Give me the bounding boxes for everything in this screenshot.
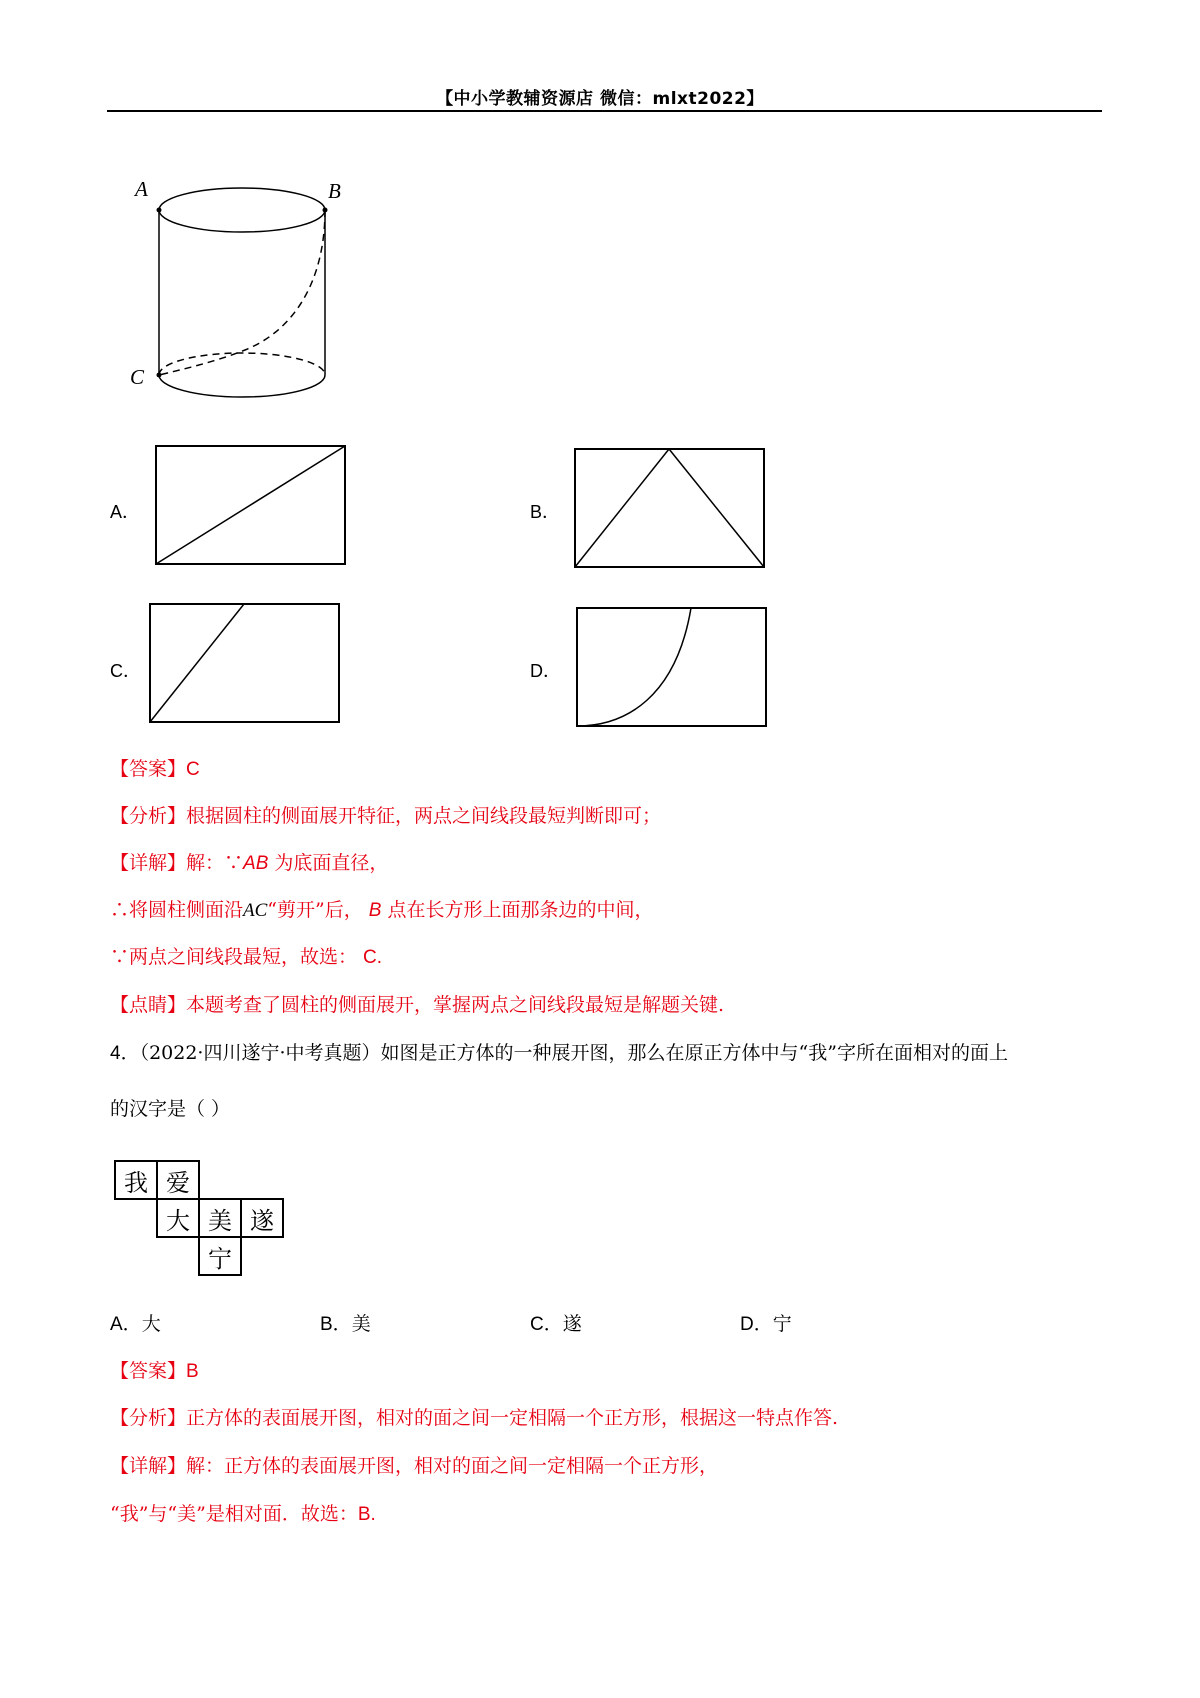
header-rule — [107, 110, 1102, 112]
answer-tag: 【答案】 — [110, 1360, 187, 1382]
detail-tag: 【详解】 — [110, 1455, 187, 1477]
q3-option-c-label[interactable]: C． — [110, 661, 141, 681]
q4-analysis — [110, 1406, 838, 1430]
q4-detail-line2 — [110, 1502, 376, 1527]
detail-text: 解：∵ — [186, 852, 244, 874]
net-cell: 大 — [156, 1198, 200, 1238]
point-label-b: B — [328, 179, 341, 203]
detail-text: “剪开”后， — [267, 899, 369, 921]
q4-answer — [110, 1359, 199, 1384]
analysis-text: 根据圆柱的侧面展开特征，两点之间线段最短判断即可； — [186, 805, 662, 827]
question-number: 4． — [110, 1043, 140, 1064]
question-source: （2022·四川遂宁·中考真题） — [139, 1042, 381, 1064]
comment-text: 本题考查了圆柱的侧面展开，掌握两点之间线段最短是解题关键. — [186, 994, 725, 1016]
point-b: B — [368, 900, 382, 921]
q3-analysis — [110, 804, 661, 828]
net-cell: 遂 — [240, 1198, 284, 1238]
q3-option-b-label[interactable]: B． — [530, 502, 561, 522]
q4-stem-line2: 的汉字是（ ） — [110, 1098, 231, 1120]
detail-text: 解：正方体的表面展开图，相对的面之间一定相隔一个正方形， — [186, 1455, 719, 1477]
q4-detail-line1 — [110, 1454, 718, 1478]
q3-detail-line3 — [110, 945, 382, 970]
detail-value: B. — [357, 1504, 376, 1525]
q4-option-d[interactable] — [740, 1312, 792, 1337]
net-cell: 我 — [114, 1160, 158, 1200]
q4-option-c[interactable] — [530, 1312, 582, 1337]
q4-option-b[interactable] — [320, 1312, 371, 1337]
q4-option-a[interactable] — [110, 1312, 161, 1337]
q3-option-b-diagram[interactable] — [574, 448, 768, 570]
net-cell: 爱 — [156, 1160, 200, 1200]
detail-text: 为底面直径， — [268, 852, 389, 874]
page-header: 【中小学教辅资源店 微信：mlxt2022】 — [436, 89, 764, 109]
answer-value: B — [186, 1361, 199, 1382]
comment-tag: 【点睛】 — [110, 994, 187, 1016]
option-text: 大 — [141, 1313, 161, 1335]
option-text: 遂 — [562, 1313, 582, 1335]
analysis-tag: 【分析】 — [110, 805, 187, 827]
net-cell: 宁 — [198, 1236, 242, 1276]
q3-option-a-diagram[interactable] — [155, 445, 347, 567]
detail-text: ∴将圆柱侧面沿 — [110, 899, 244, 921]
point-label-c: C — [130, 365, 145, 389]
option-label: A． — [110, 1314, 142, 1335]
q3-option-c-diagram[interactable] — [149, 603, 341, 725]
analysis-tag: 【分析】 — [110, 1407, 187, 1429]
option-text: 宁 — [772, 1313, 792, 1335]
answer-tag: 【答案】 — [110, 758, 187, 780]
cube-net — [114, 1160, 304, 1290]
question-text: 如图是正方体的一种展开图，那么在原正方体中与“我”字所在面相对的面上 — [380, 1042, 1008, 1064]
detail-value: C. — [363, 947, 383, 968]
q3-detail-line2 — [110, 898, 654, 923]
option-label: D． — [740, 1314, 773, 1335]
q3-detail-line1 — [110, 851, 388, 876]
net-cell: 美 — [198, 1198, 242, 1238]
option-label: B． — [320, 1314, 352, 1335]
detail-text: 点在长方形上面那条边的中间， — [381, 899, 654, 921]
option-label: C． — [530, 1314, 563, 1335]
q3-option-a-label[interactable]: A． — [110, 502, 141, 522]
q3-option-d-diagram[interactable] — [576, 607, 768, 729]
option-text: 美 — [351, 1313, 371, 1335]
q3-comment — [110, 993, 724, 1017]
detail-tag: 【详解】 — [110, 852, 187, 874]
cylinder-figure — [120, 170, 360, 410]
point-label-a: A — [135, 177, 148, 201]
segment-ac: AC — [243, 900, 268, 921]
detail-text: ∵两点之间线段最短，故选： — [110, 946, 364, 968]
q4-stem-line1 — [110, 1041, 1008, 1066]
answer-value: C — [186, 759, 200, 780]
segment-ab: AB — [243, 853, 269, 874]
analysis-text: 正方体的表面展开图，相对的面之间一定相隔一个正方形，根据这一特点作答. — [186, 1407, 839, 1429]
q3-option-d-label[interactable]: D． — [530, 661, 561, 681]
detail-text: “我”与“美”是相对面．故选： — [110, 1503, 358, 1525]
q3-answer — [110, 757, 200, 782]
